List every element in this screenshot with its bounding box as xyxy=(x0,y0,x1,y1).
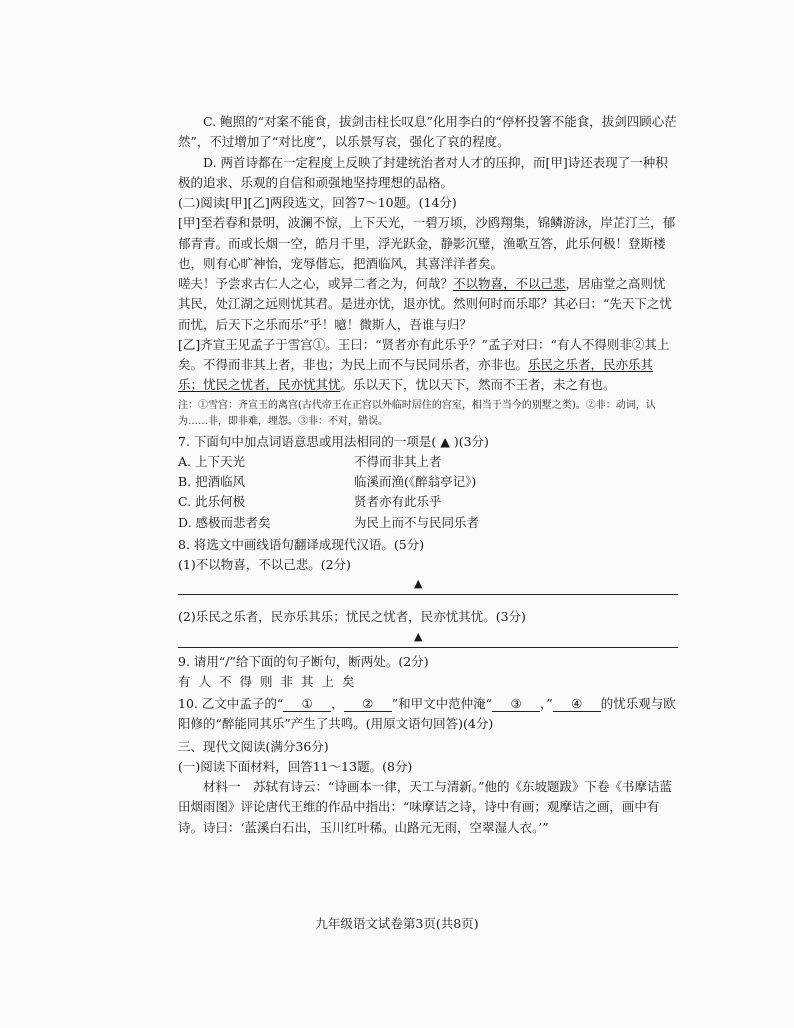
underlined-sentence-1: 不以物喜，不以己悲 xyxy=(453,276,566,291)
q10-text-4: ，” xyxy=(540,696,553,711)
annotation-note: 注：①雪宫：齐宣王的离宫(古代帝王在正宫以外临时居住的宫室，相当于当今的别墅之类)。②非：动词，认为……非，即非难，埋怨。③非：不对，错误。 xyxy=(178,399,656,427)
question-8: 8. 将选文中画线语句翻译成现代汉语。(5分) xyxy=(178,536,425,552)
q7-option-d-left: D. 感极而悲者矣 xyxy=(178,514,271,530)
passage-jia-para1: [甲]至若春和景明，波澜不惊，上下天光，一碧万顷，沙鸥翔集，锦鳞游泳，岸芷汀兰，郁郁青青。而或长烟一空，皓月千里，浮光跃金，静影沉璧，渔歌互答，此乐何极！登斯楼也，则有心旷神怡，宠辱偕忘，把酒临风，其喜洋洋者矣。 xyxy=(178,215,676,271)
question-9: 9. 请用“/”给下面的句子断句，断两处。(2分) xyxy=(178,653,429,669)
q10-text-2: ， xyxy=(331,696,344,711)
q10-blank-2[interactable]: ② xyxy=(344,696,392,712)
q7-options xyxy=(178,452,678,533)
q10-blank-3[interactable]: ③ xyxy=(492,696,540,712)
page-content xyxy=(178,112,678,838)
q7-option-c-right: 贤者亦有此乐乎 xyxy=(354,494,442,510)
q7-option-b-left: B. 把酒临风 xyxy=(178,474,246,489)
question-8-part-2: (2)乐民之乐者，民亦乐其乐；忧民之忧者，民亦忧其忧。(3分) xyxy=(178,609,526,625)
q10-blank-1[interactable]: ① xyxy=(283,696,331,712)
q7-option-c-left: C. 此乐何极 xyxy=(178,494,246,510)
section-3-heading: 三、现代文阅读(满分36分) xyxy=(178,738,329,754)
answer-underline xyxy=(178,594,678,595)
q10-blank-4[interactable]: ④ xyxy=(553,696,601,712)
question-8-part-1: (1)不以物喜，不以己悲。(2分) xyxy=(178,557,351,572)
q7-option-b-right: 临溪而渔(《醉翁亭记》) xyxy=(354,474,477,489)
option-c-text: C. 鲍照的“对案不能食，拔剑击柱长叹息”化用李白的“停杯投箸不能食，拔剑四顾心茫然”，不过增加了“对比度”，以乐景写哀，强化了哀的程度。 xyxy=(178,114,677,150)
passage-jia-para2 xyxy=(178,274,678,335)
page-footer: 九年级语文试卷第3页(共8页) xyxy=(315,916,479,931)
q7-option-a xyxy=(178,452,678,472)
q7-option-b xyxy=(178,472,678,492)
passage-yi-text-1: [乙]齐宣王见孟子于雪宫①。王曰：“贤者亦有此乐乎？”孟子对曰：“有人不得则非②其上矣。不得而非其上者，非也；为民上而不与民同乐者，亦非也。 xyxy=(178,336,670,372)
q10-text-5: 的忧乐观与欧阳修的“醉能同其乐”产生了共鸣。(用原文语句回答)(4分) xyxy=(178,696,676,732)
q7-option-c xyxy=(178,492,678,512)
answer-marker: ▲ xyxy=(414,577,423,591)
passage-jia-text-2: ，居庙堂之高则忧其民，处江湖之远则忧其君。是进亦忧，退亦忧。然则何时而乐耶？其必曰：“先天下之忧而忧，后天下之乐而乐”乎！噫！微斯人，吾谁与归？ xyxy=(178,276,672,332)
option-d-text: D. 两首诗都在一定程度上反映了封建统治者对人才的压抑，而[甲]诗还表现了一种积极的追求、乐观的自信和顽强地坚持理想的品格。 xyxy=(178,154,668,190)
section-2-heading: (二)阅读[甲][乙]两段选文，回答7～10题。(14分) xyxy=(178,195,457,210)
answer-line-8-1[interactable] xyxy=(178,575,678,597)
q7-option-d xyxy=(178,513,678,533)
section-3-1-heading: (一)阅读下面材料，回答11～13题。(8分) xyxy=(178,758,413,774)
q10-text-3: ”和甲文中范仲淹“ xyxy=(391,696,493,711)
q10-text-1: 10. 乙文中孟子的“ xyxy=(178,696,284,711)
answer-line-8-2[interactable] xyxy=(178,628,678,650)
question-9-sentence: 有人不得则非其上矣 xyxy=(178,673,363,689)
q7-option-a-left: A. 上下天光 xyxy=(178,453,245,469)
question-10 xyxy=(178,694,678,735)
material-1: 材料一 苏轼有诗云：“诗画本一律，天工与清新。”他的《东坡题跋》下卷《书摩诘蓝田烟雨图》评论唐代王维的作品中指出：“味摩诘之诗，诗中有画；观摩诘之画，画中有诗。诗曰：‘蓝溪白石出，玉川红叶稀。山路元无雨，空翠湿人衣。’” xyxy=(178,779,673,835)
passage-yi-text-2: 。乐以天下，忧以天下，然而不王者，未之有也。 xyxy=(340,377,616,393)
passage-jia-text-1: 嗟夫！予尝求古仁人之心，或异二者之为，何哉？ xyxy=(178,276,454,291)
q7-option-d-right: 为民上而不与民同乐者 xyxy=(354,514,480,530)
q7-option-a-right: 不得而非其上者 xyxy=(354,453,442,469)
answer-underline xyxy=(178,647,678,648)
answer-marker: ▲ xyxy=(414,629,423,643)
question-7: 7. 下面句中加点词语意思或用法相同的一项是( ▲ )(3分) xyxy=(178,433,489,449)
underlined-sentence-2: 乐民之乐者，民亦乐其乐；忧民之忧者，民亦忧其忧 xyxy=(178,357,654,393)
passage-yi xyxy=(178,335,678,396)
